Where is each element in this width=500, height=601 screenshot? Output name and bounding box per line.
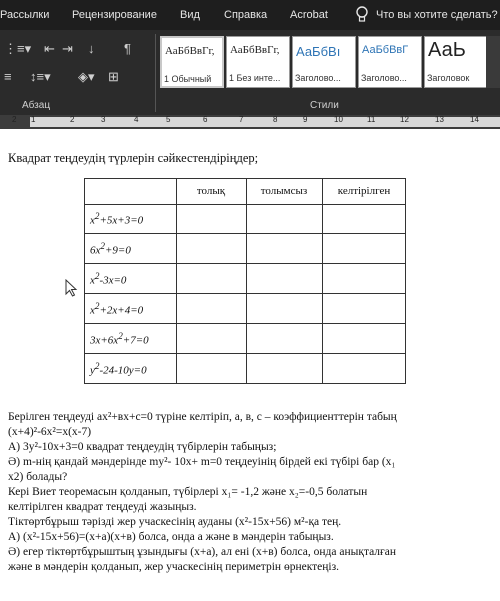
ruler-tick: 2: [70, 115, 75, 124]
styles-group-label: Стили: [310, 100, 339, 111]
exercise-part-b-cont: x2) болады?: [8, 471, 68, 483]
decrease-indent-icon[interactable]: ⇤: [44, 41, 55, 56]
style-no-spacing[interactable]: АаБбВвГг, 1 Без инте...: [226, 36, 290, 88]
paragraph-group-label: Абзац: [22, 100, 51, 111]
equation-cell-3: $x^2-3x=0$: [90, 271, 127, 287]
equation-cell-2: $6x^2+9=0$: [90, 241, 131, 257]
ruler-tick: 13: [435, 115, 444, 124]
ribbon-tab-bar: [0, 0, 500, 30]
justify-icon[interactable]: ≡: [4, 69, 12, 84]
group-divider: [155, 34, 156, 112]
exercise-equation: (x+4)²-6x²=x(x-7): [8, 426, 92, 438]
vieta-task: Кері Виет теоремасын қолданып, түбірлері x₁= -1,2 және x₂=-0,5 болатын: [8, 486, 368, 498]
tab-help[interactable]: Справка: [224, 9, 268, 21]
ruler-tick: 2: [12, 115, 17, 124]
lightbulb-icon[interactable]: [355, 6, 369, 24]
ruler-tick: 3: [101, 115, 106, 124]
tell-me-search[interactable]: Что вы хотите сделать?: [376, 9, 498, 21]
tab-acrobat[interactable]: Acrobat: [290, 9, 328, 21]
ribbon-body: [0, 30, 500, 115]
ruler-tick: 5: [166, 115, 171, 124]
horizontal-ruler[interactable]: [0, 115, 500, 129]
ruler-tick: 1: [31, 115, 36, 124]
equation-cell-5: $3x+6x^2+7=0$: [90, 331, 149, 347]
document-page[interactable]: [0, 129, 500, 601]
style-normal[interactable]: АаБбВвГг, 1 Обычный: [160, 36, 224, 88]
style-gallery-scroll[interactable]: [486, 36, 500, 88]
ruler-tick: 11: [367, 115, 376, 124]
style-heading-1[interactable]: АаБбВı Заголово...: [292, 36, 356, 88]
rectangle-part-b-cont: және в мәндерін қолданып, жер учаскесінің периметрін өрнектеңіз.: [8, 561, 340, 573]
increase-indent-icon[interactable]: ⇥: [62, 41, 73, 56]
task-title: Квадрат теңдеудің түрлерін сәйкестендіріңдер;: [8, 151, 259, 165]
borders-icon[interactable]: ⊞: [108, 69, 119, 84]
rectangle-task: Тіктөртбұрыш тәрізді жер учаскесінің ауданы (x²-15x+56) м²-қа тең.: [8, 516, 342, 528]
ruler-tick: 6: [203, 115, 208, 124]
tab-mailings[interactable]: Рассылки: [0, 9, 50, 21]
equation-cell-6: $y^2-24-10y=0$: [90, 361, 147, 377]
style-title[interactable]: АаЬ Заголовок: [424, 36, 488, 88]
vieta-task-cont: келтірілген квадрат теңдеуді жазыңыз.: [8, 501, 197, 513]
equation-cell-1: $x^2+5x+3=0$: [90, 211, 144, 227]
tab-review[interactable]: Рецензирование: [72, 9, 157, 21]
pilcrow-icon[interactable]: ¶: [124, 41, 131, 56]
exercise-part-a: А) 3y²-10x+3=0 квадрат теңдеудің түбірлерін табыңыз;: [8, 441, 277, 453]
style-heading-2[interactable]: АаБбВвГ Заголово...: [358, 36, 422, 88]
ruler-tick: 7: [239, 115, 244, 124]
multilevel-list-icon[interactable]: ⋮≡▾: [4, 41, 32, 56]
shading-icon[interactable]: ◈▾: [78, 69, 95, 84]
table-grid: [84, 178, 406, 384]
line-spacing-icon[interactable]: ↕≡▾: [30, 69, 51, 84]
equation-cell-4: $x^2+2x+4=0$: [90, 301, 144, 317]
rectangle-part-b: Ә) егер тіктөртбұрыштың ұзындығы (x+a), ал ені (x+в) болса, онда анықталған: [8, 546, 397, 558]
ruler-tick: 4: [134, 115, 139, 124]
rectangle-part-a: А) (x²-15x+56)=(x+a)(x+в) болса, онда а және в мәндерін табыңыз.: [8, 531, 334, 543]
ruler-tick: 14: [470, 115, 479, 124]
col-header-complete: толық: [196, 185, 226, 197]
tab-view[interactable]: Вид: [180, 9, 200, 21]
equation-type-table: [84, 178, 406, 384]
col-header-incomplete: толымсыз: [260, 185, 308, 197]
exercise-text-1: Берілген теңдеуді ax²+вx+c=0 түріне келтіріп, а, в, с – коэффициенттерін табың: [8, 411, 397, 423]
ruler-tick: 12: [400, 115, 409, 124]
ruler-tick: 10: [334, 115, 343, 124]
col-header-reduced: келтірілген: [337, 185, 391, 197]
ruler-tick: 9: [303, 115, 308, 124]
exercise-part-b: Ә) m-нің қандай мәндерінде my²- 10x+ m=0 теңдеуінің бірдей екі түбірі бар (x₁: [8, 456, 396, 468]
sort-icon[interactable]: ↓: [88, 41, 95, 56]
mouse-cursor-icon: [64, 279, 78, 297]
ruler-tick: 8: [273, 115, 278, 124]
